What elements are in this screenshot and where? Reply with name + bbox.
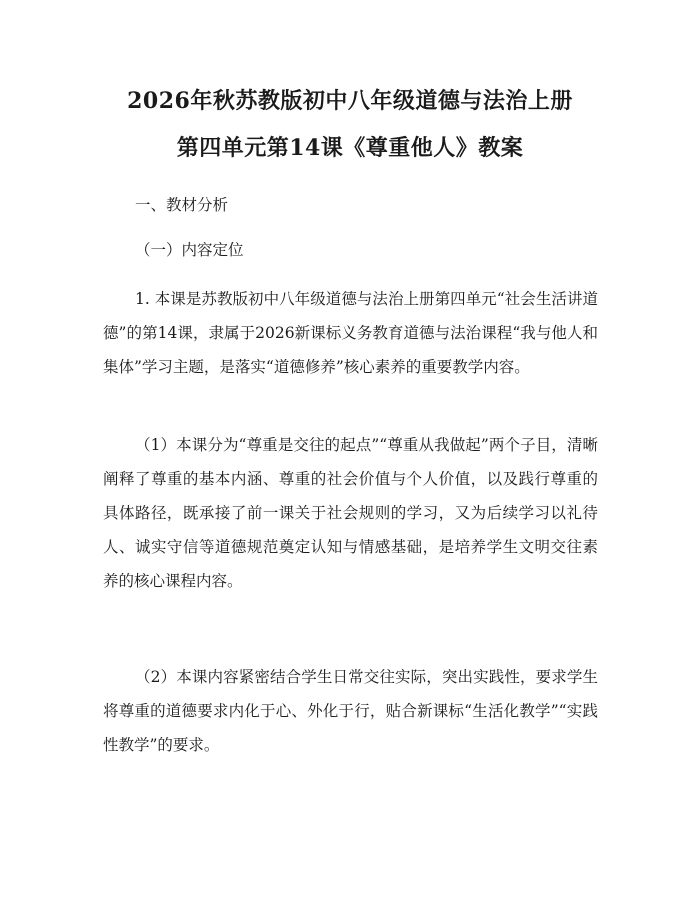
document-title-line-2: 第四单元第14课《尊重他人》教案	[176, 135, 524, 161]
section-heading: 一、教材分析	[135, 196, 229, 214]
subsection-heading: （一）内容定位	[135, 241, 244, 259]
paragraph-2: （1）本课分为“尊重是交往的起点”“尊重从我做起”两个子目，清晰阐释了尊重的基本内涵、尊重的社会价值与个人价值，以及践行尊重的具体路径，既承接了前一课关于社会规则的学习，又为后续学习以礼待人、诚实守信等道德规范奠定认知与情感基础，是培养学生文明交往素养的核心课程内容。	[103, 436, 598, 590]
document-title-line-1: 2026年秋苏教版初中八年级道德与法治上册	[127, 88, 573, 114]
paragraph-1: 1. 本课是苏教版初中八年级道德与法治上册第四单元“社会生活讲道德”的第14课，隶属于2026新课标义务教育道德与法治课程“我与他人和集体”学习主题，是落实“道德修养”核心素养的重要教学内容。	[103, 290, 598, 376]
paragraph-3: （2）本课内容紧密结合学生日常交往实际，突出实践性，要求学生将尊重的道德要求内化于心、外化于行，贴合新课标“生活化教学”“实践性教学”的要求。	[103, 668, 598, 754]
